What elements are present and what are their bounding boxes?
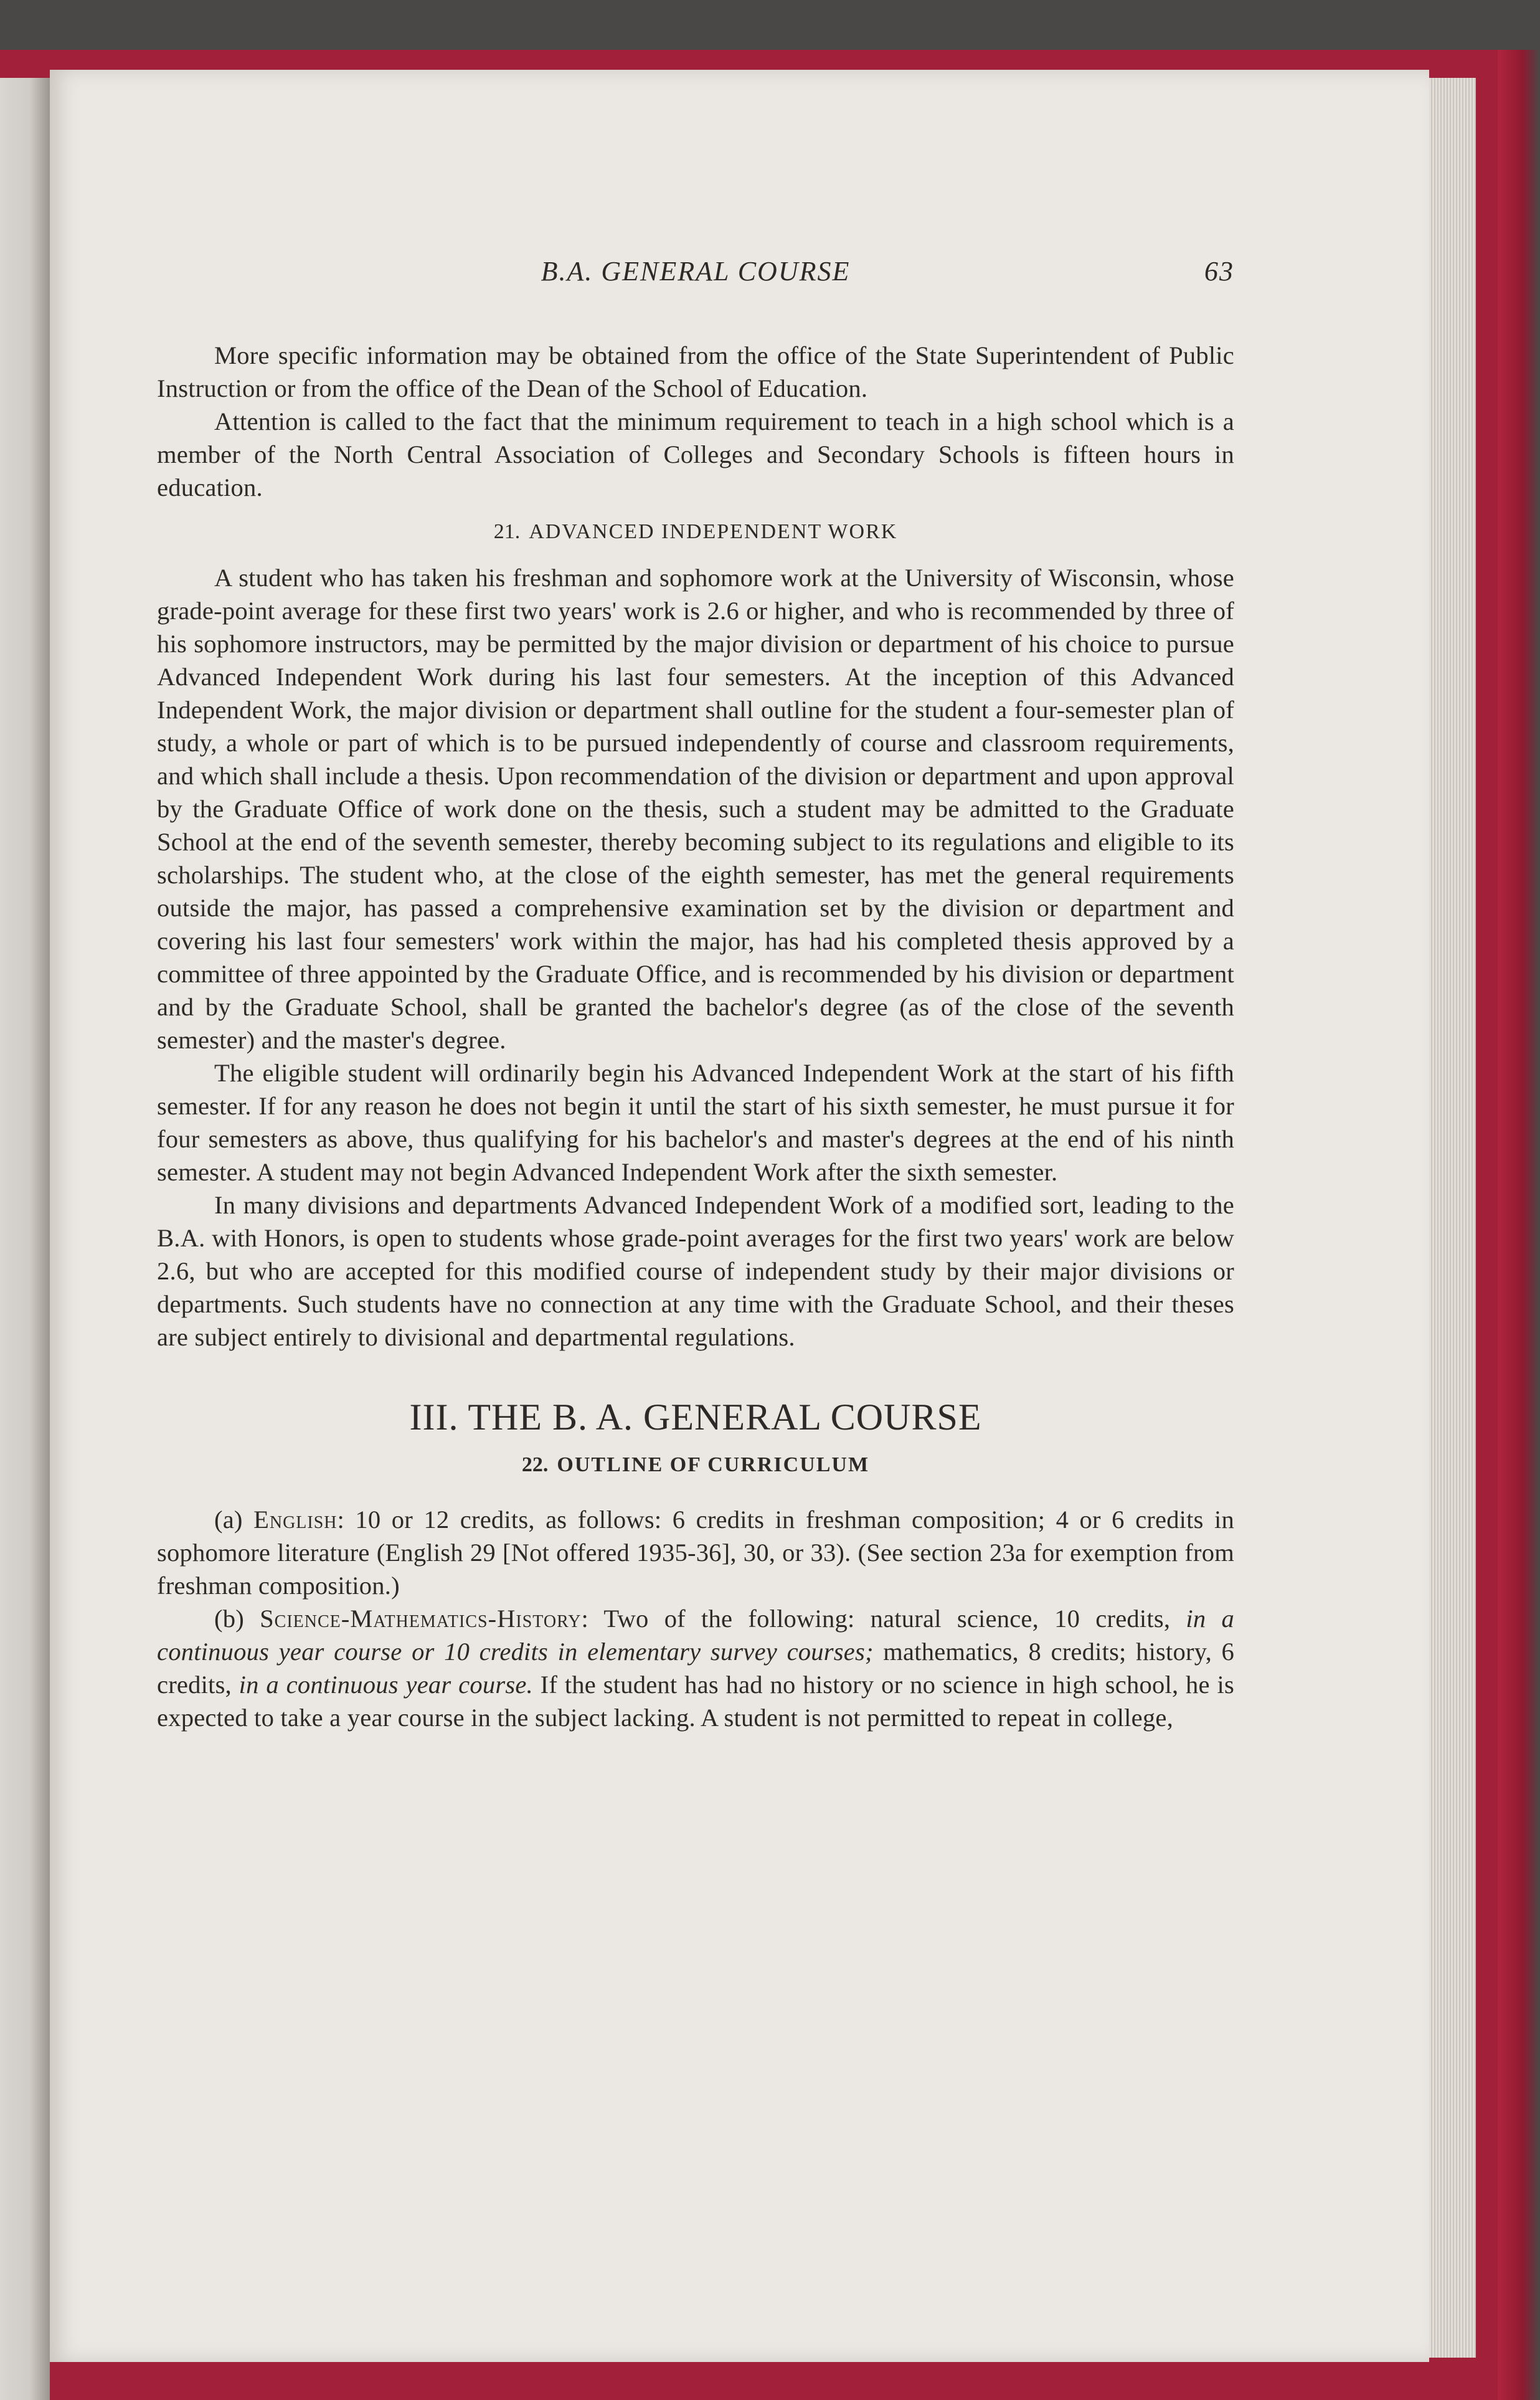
curriculum-item-b xyxy=(157,1602,1234,1734)
running-head-title: B.A. GENERAL COURSE xyxy=(541,256,851,287)
item-b-label: (b) xyxy=(214,1605,244,1633)
item-b-name: Science-Mathematics-History xyxy=(260,1605,582,1633)
curriculum-item-a xyxy=(157,1503,1234,1602)
facing-page-edge xyxy=(0,78,50,2400)
section-21-number: 21. xyxy=(493,520,521,543)
running-head xyxy=(157,255,1234,299)
item-b-italic-1: in a continuous year course or 10 credits in elementary survey courses; xyxy=(157,1605,1234,1666)
item-a-label: (a) xyxy=(214,1506,243,1534)
section-21-paragraph-2: The eligible student will ordinarily begin his Advanced Independent Work at the start of his fifth semester. If for any reason he does not begin it until the start of his sixth semester, he must pursue it for four semesters as above, thus qualifying for his bachelor's and master's degrees at the end of his ninth semester. A student may not begin Advanced Independent Work after the sixth semester. xyxy=(157,1059,1234,1186)
intro-paragraph-1: More specific information may be obtained from the office of the State Superintendent of Public Instruction or from the office of the Dean of the School of Education. xyxy=(157,341,1234,402)
item-a-text: : 10 or 12 credits, as follows: 6 credits in freshman composition; 4 or 6 credits in sophomore literature (English 29 [Not offered 1935-36], 30, or 33). (See section 23a for exemption from freshman composition.) xyxy=(157,1506,1234,1600)
section-22-heading xyxy=(157,1449,1234,1481)
section-21-paragraph-3: In many divisions and departments Advanced Independent Work of a modified sort, leading to the B.A. with Honors, is open to students whose grade-point averages for the first two years' work are below 2.6, but who are accepted for this modified course of independent study by their major divisions or departments. Such students have no connection at any time with the Graduate School, and their theses are subject entirely to divisional and departmental regulations. xyxy=(157,1191,1234,1351)
page-content xyxy=(157,255,1234,1734)
section-21-heading xyxy=(157,516,1234,548)
page-number: 63 xyxy=(1204,256,1234,287)
part-3-heading: III. THE B. A. GENERAL COURSE xyxy=(409,1397,982,1438)
book-cover-edge xyxy=(1498,50,1540,2400)
intro-paragraph-2: Attention is called to the fact that the minimum requirement to teach in a high school which is a member of the North Central Association of Colleges and Secondary Schools is fifteen hours in education. xyxy=(157,407,1234,501)
section-21-title: ADVANCED INDEPENDENT WORK xyxy=(529,520,898,543)
item-b-text-3: If the student has had no history or no science in high school, he is expected to take a year course in the subject lacking. A student is not permitted to repeat in college, xyxy=(157,1671,1234,1732)
section-21-paragraph-1: A student who has taken his freshman and sophomore work at the University of Wisconsin, whose grade-point average for these first two years' work is 2.6 or higher, and who is recommended by three of his sophomore instructors, may be permitted by the major division or department of his choice to pursue Advanced Independent Work during his last four semesters. At the inception of this Advanced Independent Work, the major division or department shall outline for the student a four-semester plan of study, a whole or part of which is to be pursued independently of course and classroom requirements, and which shall include a thesis. Upon recommendation of the division or department and upon approval by the Graduate Office of work done on the thesis, such a student may be admitted to the Graduate School at the end of the seventh semester, thereby becoming subject to its regulations and eligible to its scholarships. The student who, at the close of the eighth semester, has met the general requirements outside the major, has passed a comprehensive examination set by the division or department and covering his last four semesters' work within the major, has had his completed thesis approved by a committee of three appointed by the Graduate Office, and is recommended by his division or department and by the Graduate School, shall be granted the bachelor's degree (as of the close of the seventh semester) and the master's degree. xyxy=(157,564,1234,1054)
item-b-text-2: mathematics, 8 credits; history, 6 credits, xyxy=(157,1638,1234,1699)
section-22-title: OUTLINE OF CURRICULUM xyxy=(557,1453,870,1476)
background-top xyxy=(0,0,1540,50)
section-22-number: 22. xyxy=(521,1453,549,1476)
item-b-text-1: : Two of the following: natural science, 10 credits, xyxy=(581,1605,1186,1633)
item-a-name: English xyxy=(253,1506,338,1534)
item-b-italic-2: in a continuous year course. xyxy=(239,1671,533,1699)
